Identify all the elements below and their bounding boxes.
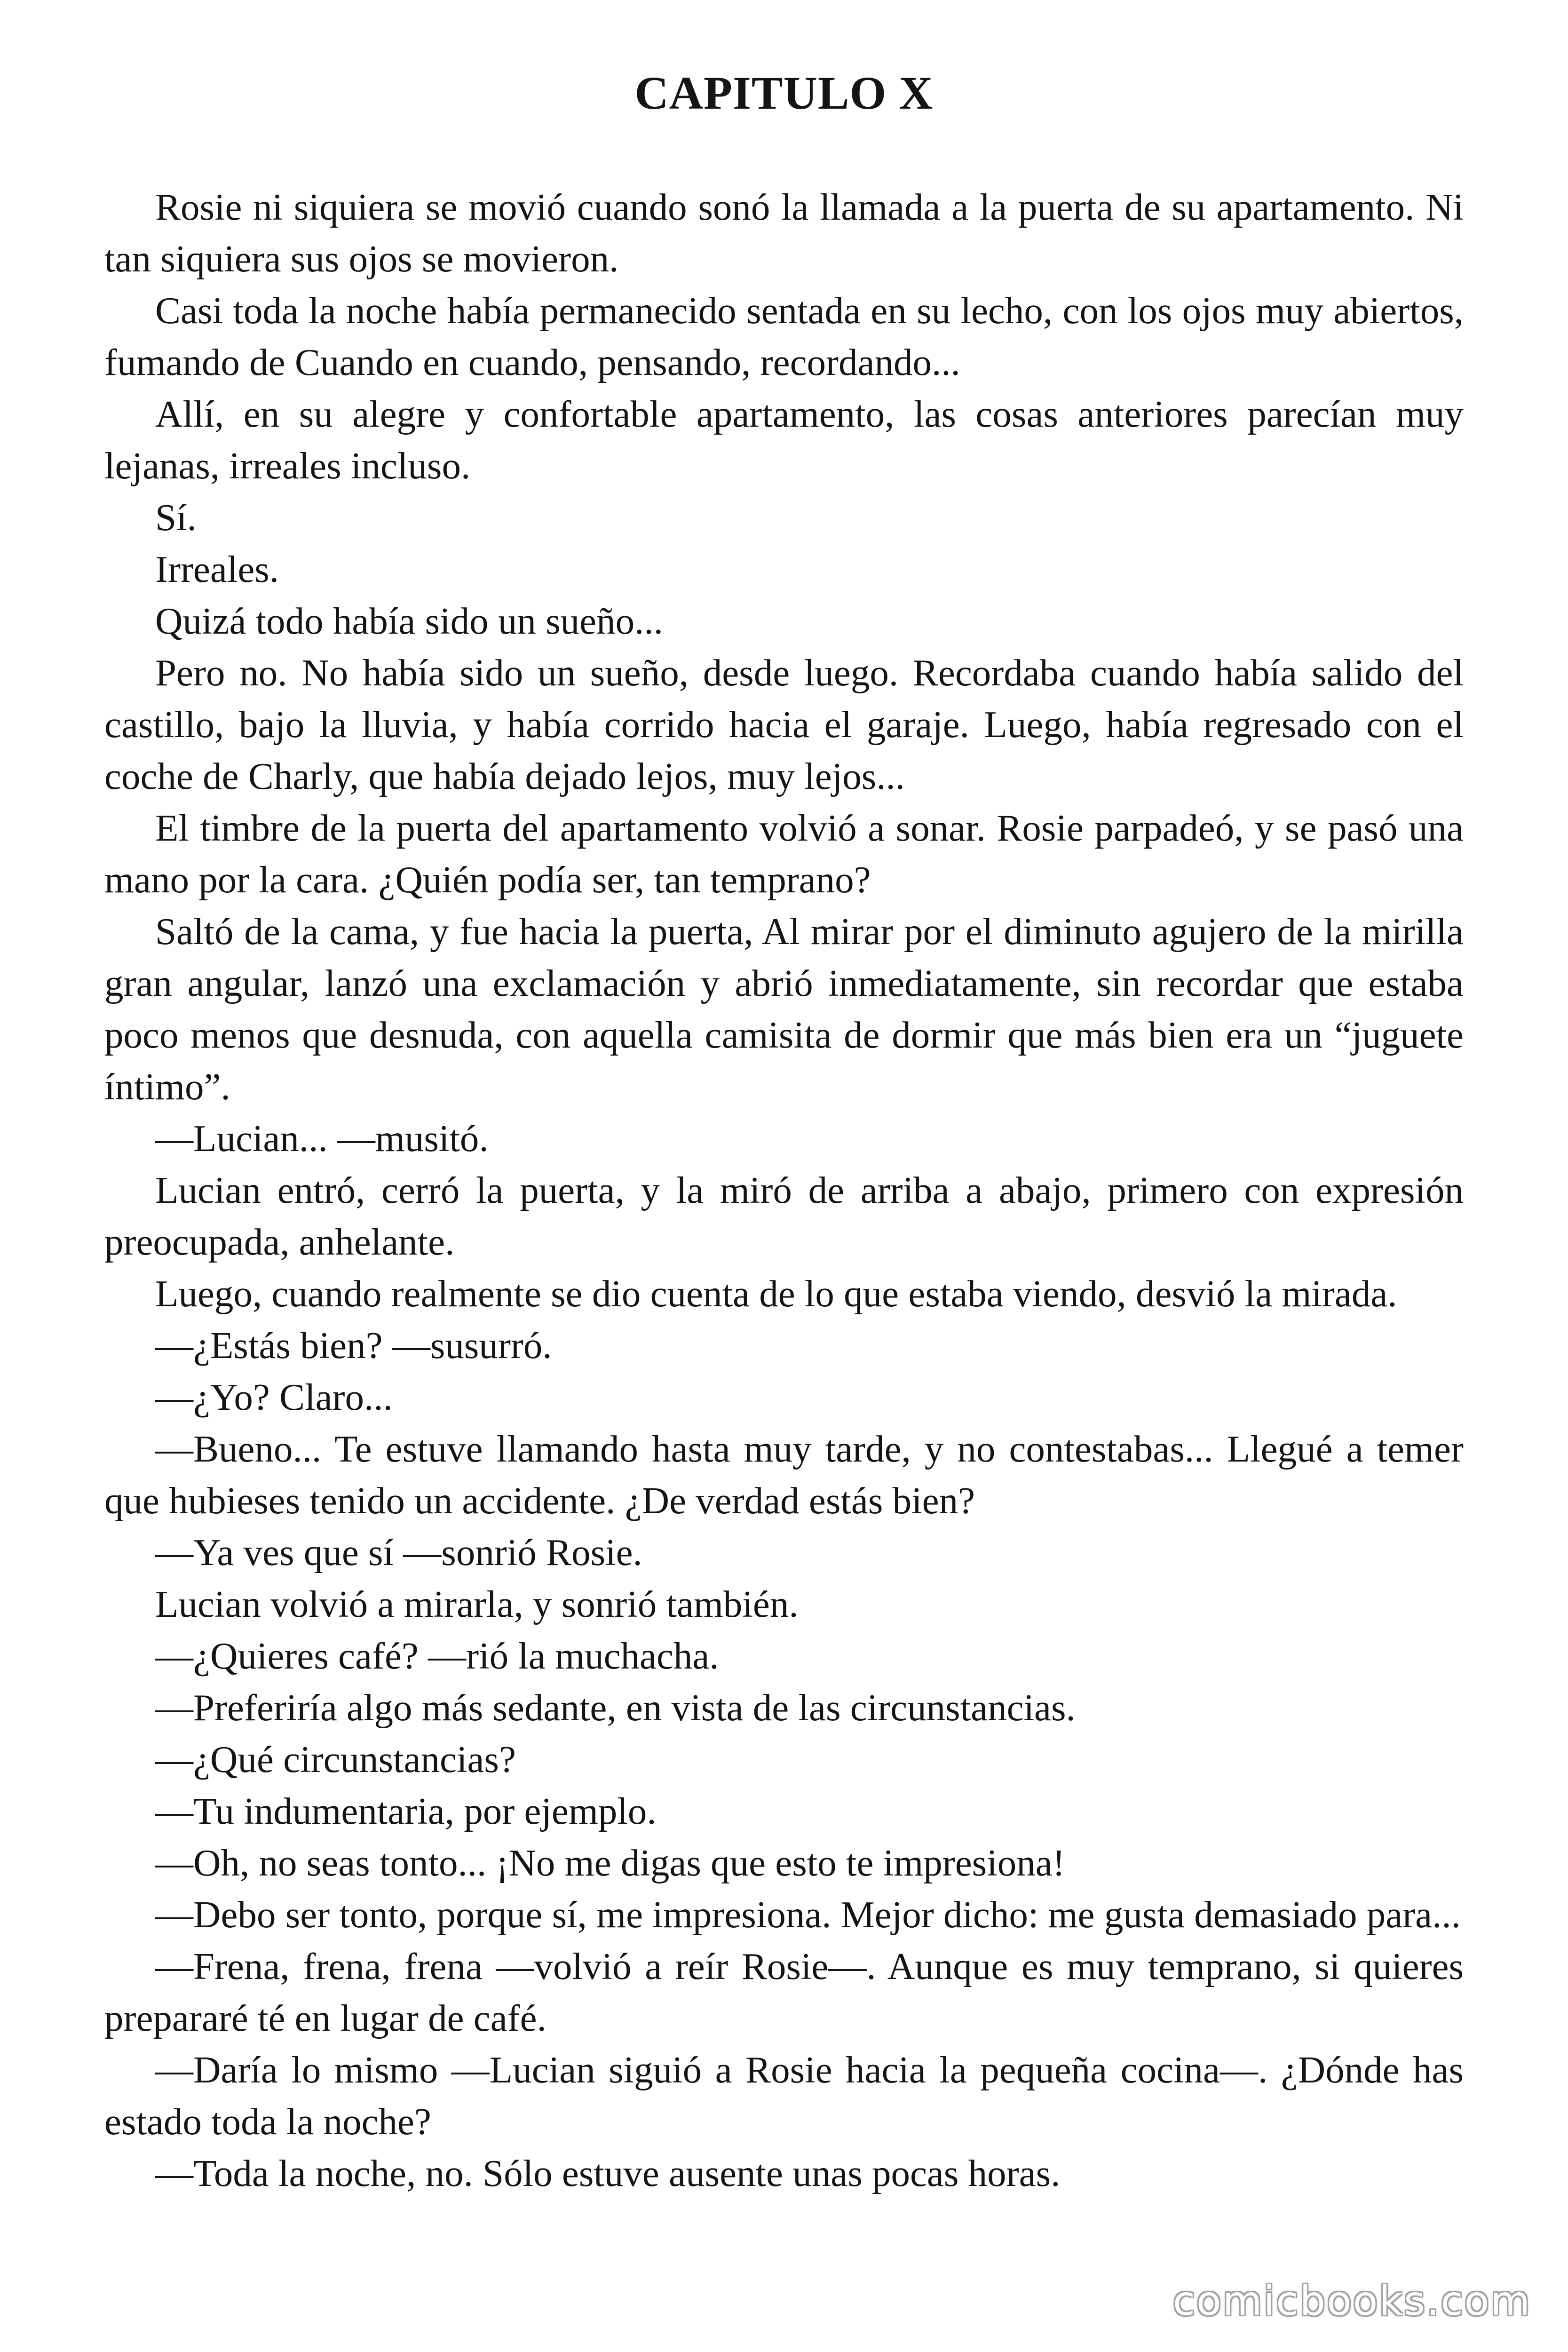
dialogue-paragraph: —¿Quieres café? —rió la muchacha.	[155, 1635, 719, 1677]
dialogue-paragraph: —¿Yo? Claro...	[155, 1376, 393, 1418]
dialogue-paragraph: —Preferiría algo más sedante, en vista de las circunstancias.	[155, 1686, 1076, 1729]
paragraph: Saltó de la cama, y fue hacia la puerta, Al mirar por el diminuto agujero de la mirilla gran angular, lanzó una exclamación y abrió inmediatamente, sin recordar que estaba poco menos que desnuda, con aquella camisita de dormir que más bien era un “juguete íntimo”.	[104, 910, 1464, 1108]
site-watermark: comicbooks.com	[1172, 2278, 1531, 2325]
dialogue-paragraph: —Toda la noche, no. Sólo estuve ausente unas pocas horas.	[155, 2152, 1061, 2194]
paragraph: El timbre de la puerta del apartamento volvió a sonar. Rosie parpadeó, y se pasó una mano por la cara. ¿Quién podía ser, tan temprano?	[104, 807, 1464, 901]
paragraph: Irreales.	[155, 548, 279, 590]
dialogue-paragraph: —¿Estás bien? —susurró.	[155, 1324, 552, 1367]
paragraph: Lucian volvió a mirarla, y sonrió también.	[155, 1583, 799, 1625]
paragraph: Lucian entró, cerró la puerta, y la miró de arriba a abajo, primero con expresión preocupada, anhelante.	[104, 1169, 1464, 1263]
paragraph: Rosie ni siquiera se movió cuando sonó la llamada a la puerta de su apartamento. Ni tan siquiera sus ojos se movieron.	[104, 186, 1464, 280]
dialogue-paragraph: —Frena, frena, frena —volvió a reír Rosie—. Aunque es muy temprano, si quieres prepararé té en lugar de café.	[104, 1945, 1464, 2039]
dialogue-paragraph: —Bueno... Te estuve llamando hasta muy tarde, y no contestabas... Llegué a temer que hubieses tenido un accidente. ¿De verdad estás bien?	[104, 1428, 1464, 1522]
chapter-body	[104, 181, 1464, 2199]
paragraph: Quizá todo había sido un sueño...	[155, 600, 663, 642]
dialogue-paragraph: —Lucian... —musitó.	[155, 1117, 489, 1160]
dialogue-paragraph: —Debo ser tonto, porque sí, me impresiona. Mejor dicho: me gusta demasiado para...	[155, 1893, 1461, 1936]
paragraph: Pero no. No había sido un sueño, desde luego. Recordaba cuando había salido del castillo, bajo la lluvia, y había corrido hacia el garaje. Luego, había regresado con el coche de Charly, que había dejado lejos, muy lejos...	[104, 652, 1464, 797]
paragraph: Casi toda la noche había permanecido sentada en su lecho, con los ojos muy abiertos, fumando de Cuando en cuando, pensando, recordando...	[104, 289, 1464, 383]
paragraph: Allí, en su alegre y confortable apartamento, las cosas anteriores parecían muy lejanas, irreales incluso.	[104, 393, 1464, 487]
chapter-title: CAPITULO X	[634, 67, 934, 119]
dialogue-paragraph: —Ya ves que sí —sonrió Rosie.	[155, 1531, 642, 1573]
paragraph: Luego, cuando realmente se dio cuenta de lo que estaba viendo, desvió la mirada.	[155, 1272, 1397, 1315]
dialogue-paragraph: —Daría lo mismo —Lucian siguió a Rosie hacia la pequeña cocina—. ¿Dónde has estado toda la noche?	[104, 2049, 1464, 2143]
paragraph: Sí.	[155, 496, 197, 539]
dialogue-paragraph: —¿Qué circunstancias?	[155, 1738, 516, 1780]
dialogue-paragraph: —Tu indumentaria, por ejemplo.	[155, 1790, 657, 1832]
dialogue-paragraph: —Oh, no seas tonto... ¡No me digas que esto te impresiona!	[155, 1842, 1065, 1884]
